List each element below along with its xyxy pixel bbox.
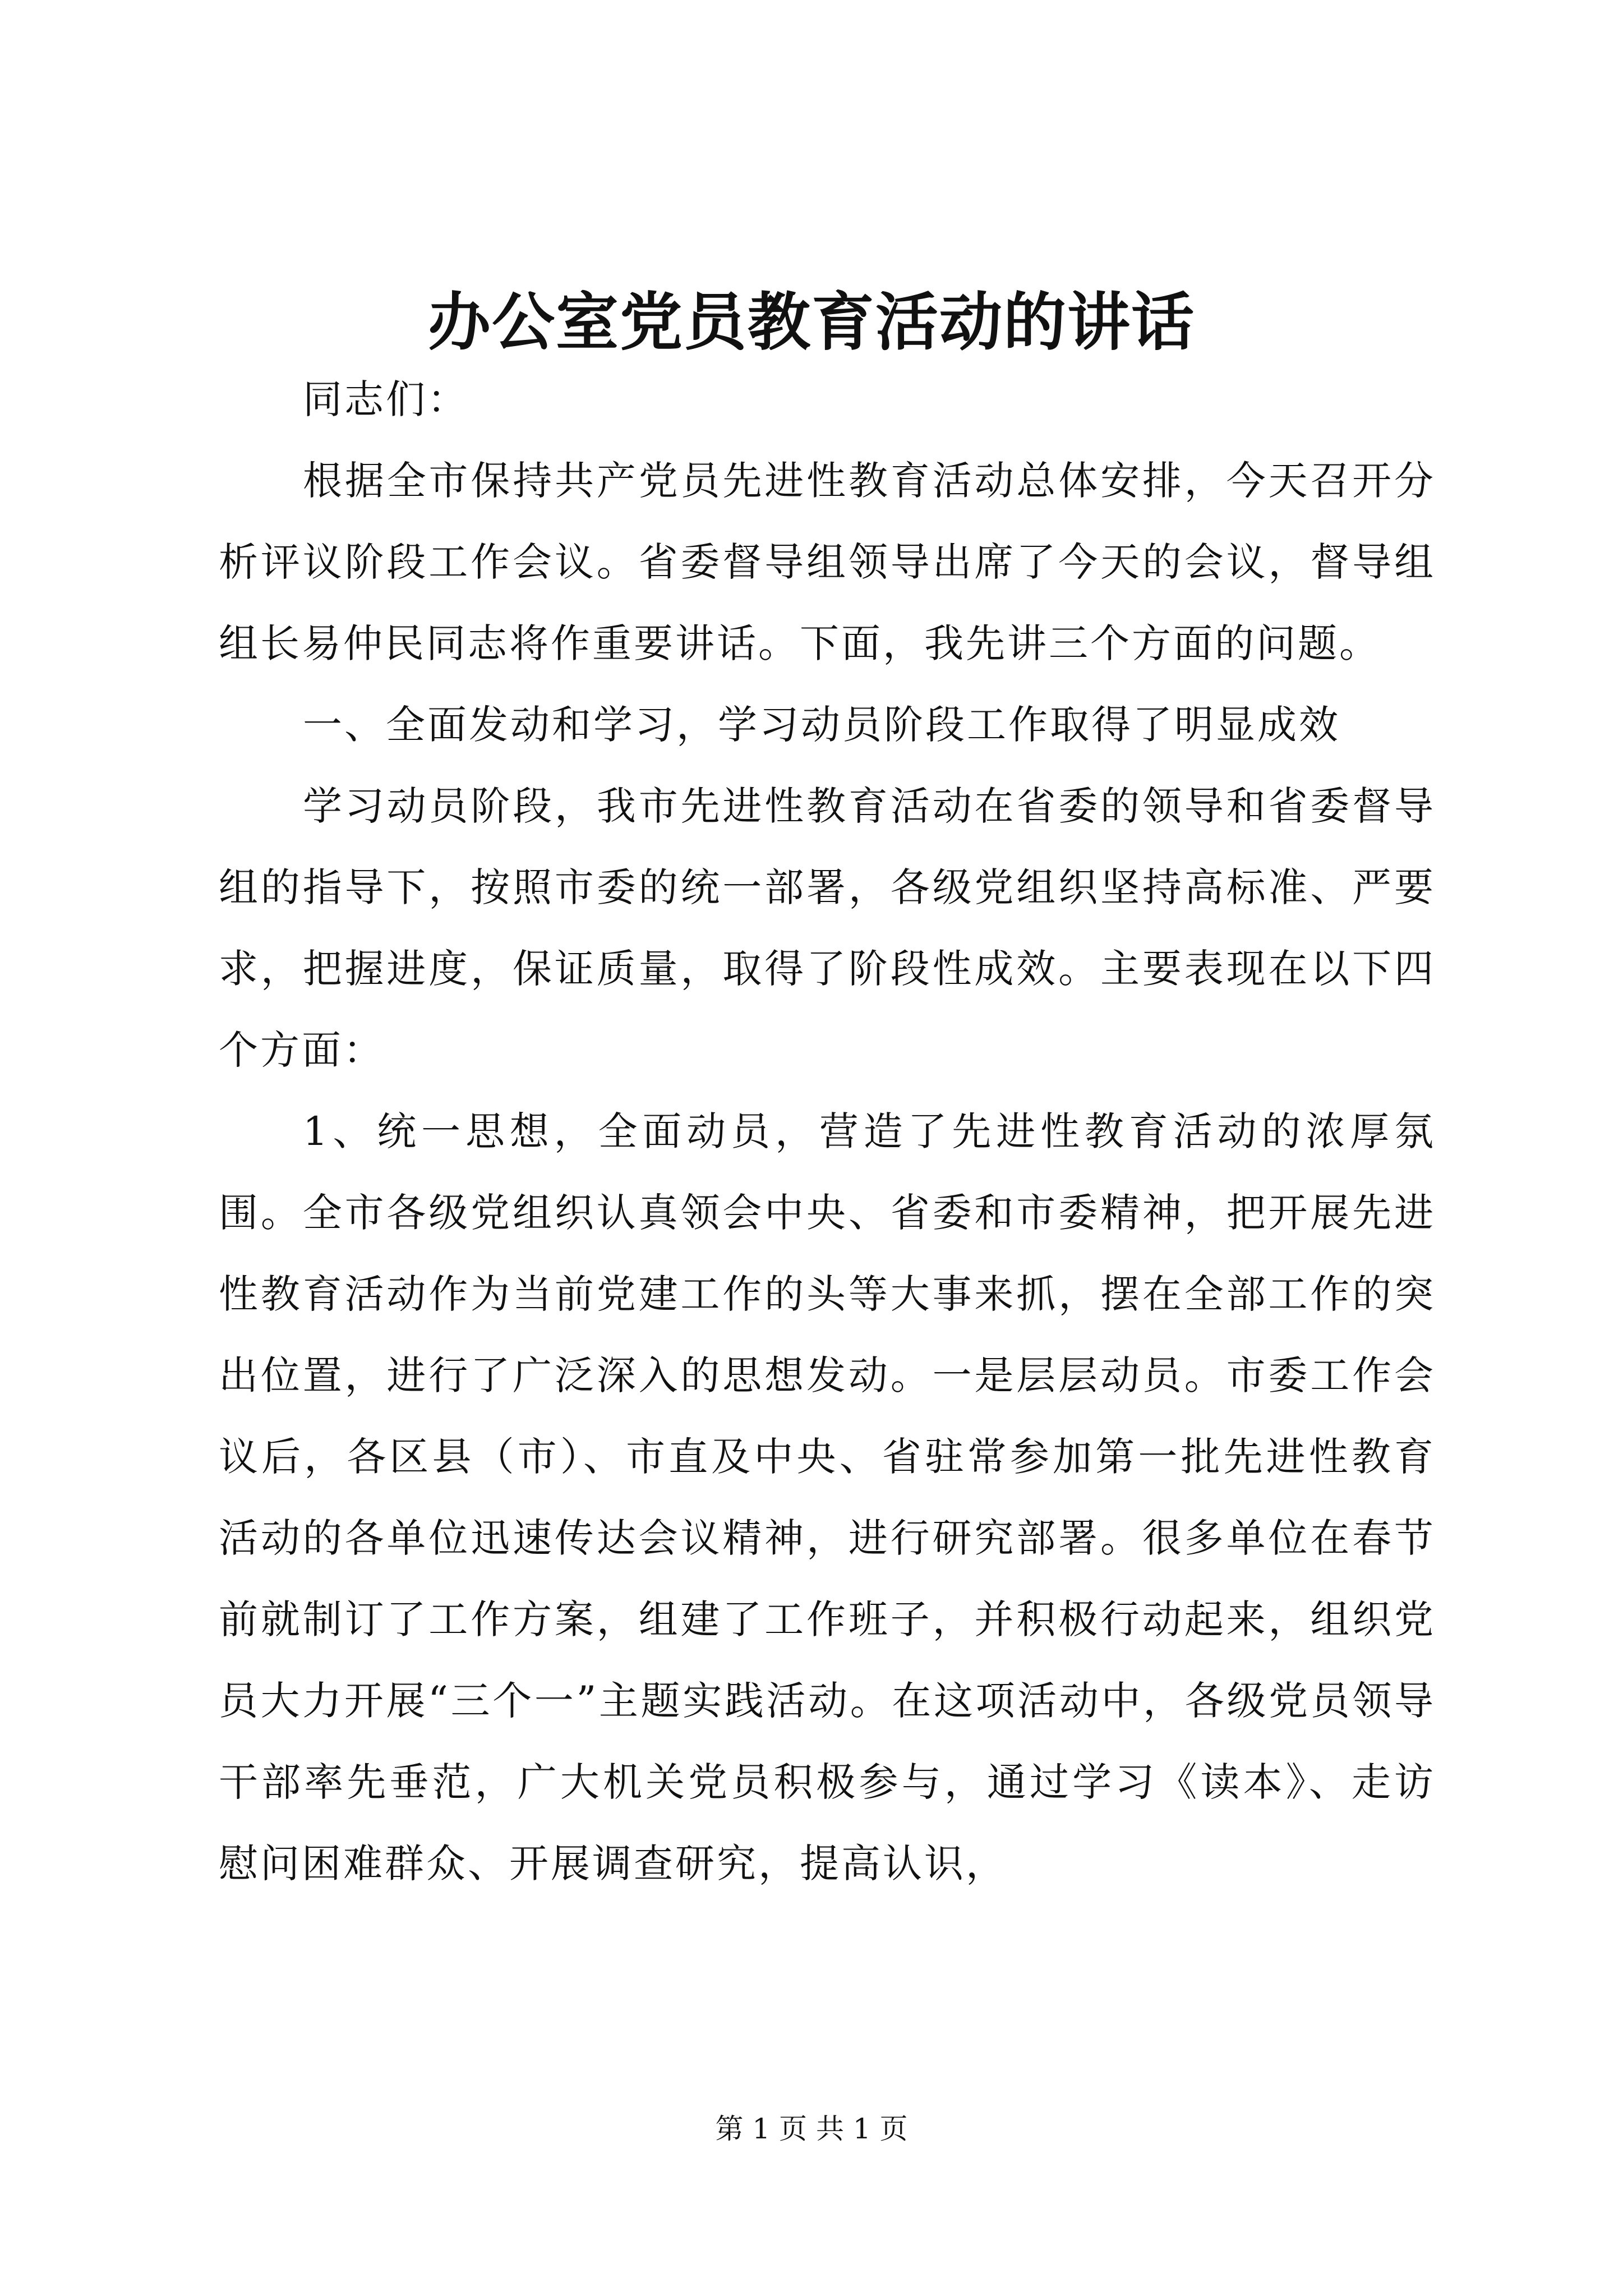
body-paragraph: 1、统一思想，全面动员，营造了先进性教育活动的浓厚氛围。全市各级党组织认真领会中央、省委和市委精神，把开展先进性教育活动作为当前党建工作的头等大事来抓，摆在全部工作的突出位置，进行了广泛深入的思想发动。一是层层动员。市委工作会议后，各区县（市）、市直及中央、省驻常参加第一批先进性教育活动的各单位迅速传达会议精神，进行研究部署。很多单位在春节前就制订了工作方案，组建了工作班子，并积极行动起来，组织党员大力开展“三个一”主题实践活动。在这项活动中，各级党员领导干部率先垂范，广大机关党员积极参与，通过学习《读本》、走访慰问困难群众、开展调查研究，提高认识，	[219, 1108, 1436, 1887]
salutation-paragraph: 同志们：	[303, 376, 469, 422]
document-title: 办公室党员教育活动的讲话	[428, 286, 1195, 359]
document-body	[219, 359, 1436, 1904]
body-paragraph: 学习动员阶段，我市先进性教育活动在省委的领导和省委督导组的指导下，按照市委的统一部署，各级党组织坚持高标准、严要求，把握进度，保证质量，取得了阶段性成效。主要表现在以下四个方面：	[219, 783, 1436, 1073]
page-number-footer: 第 1 页 共 1 页	[715, 2113, 908, 2145]
section-heading-1: 一、全面发动和学习，学习动员阶段工作取得了明显成效	[303, 702, 1340, 748]
intro-paragraph: 根据全市保持共产党员先进性教育活动总体安排，今天召开分析评议阶段工作会议。省委督导组领导出席了今天的会议，督导组组长易仲民同志将作重要讲话。下面，我先讲三个方面的问题。	[219, 458, 1436, 666]
